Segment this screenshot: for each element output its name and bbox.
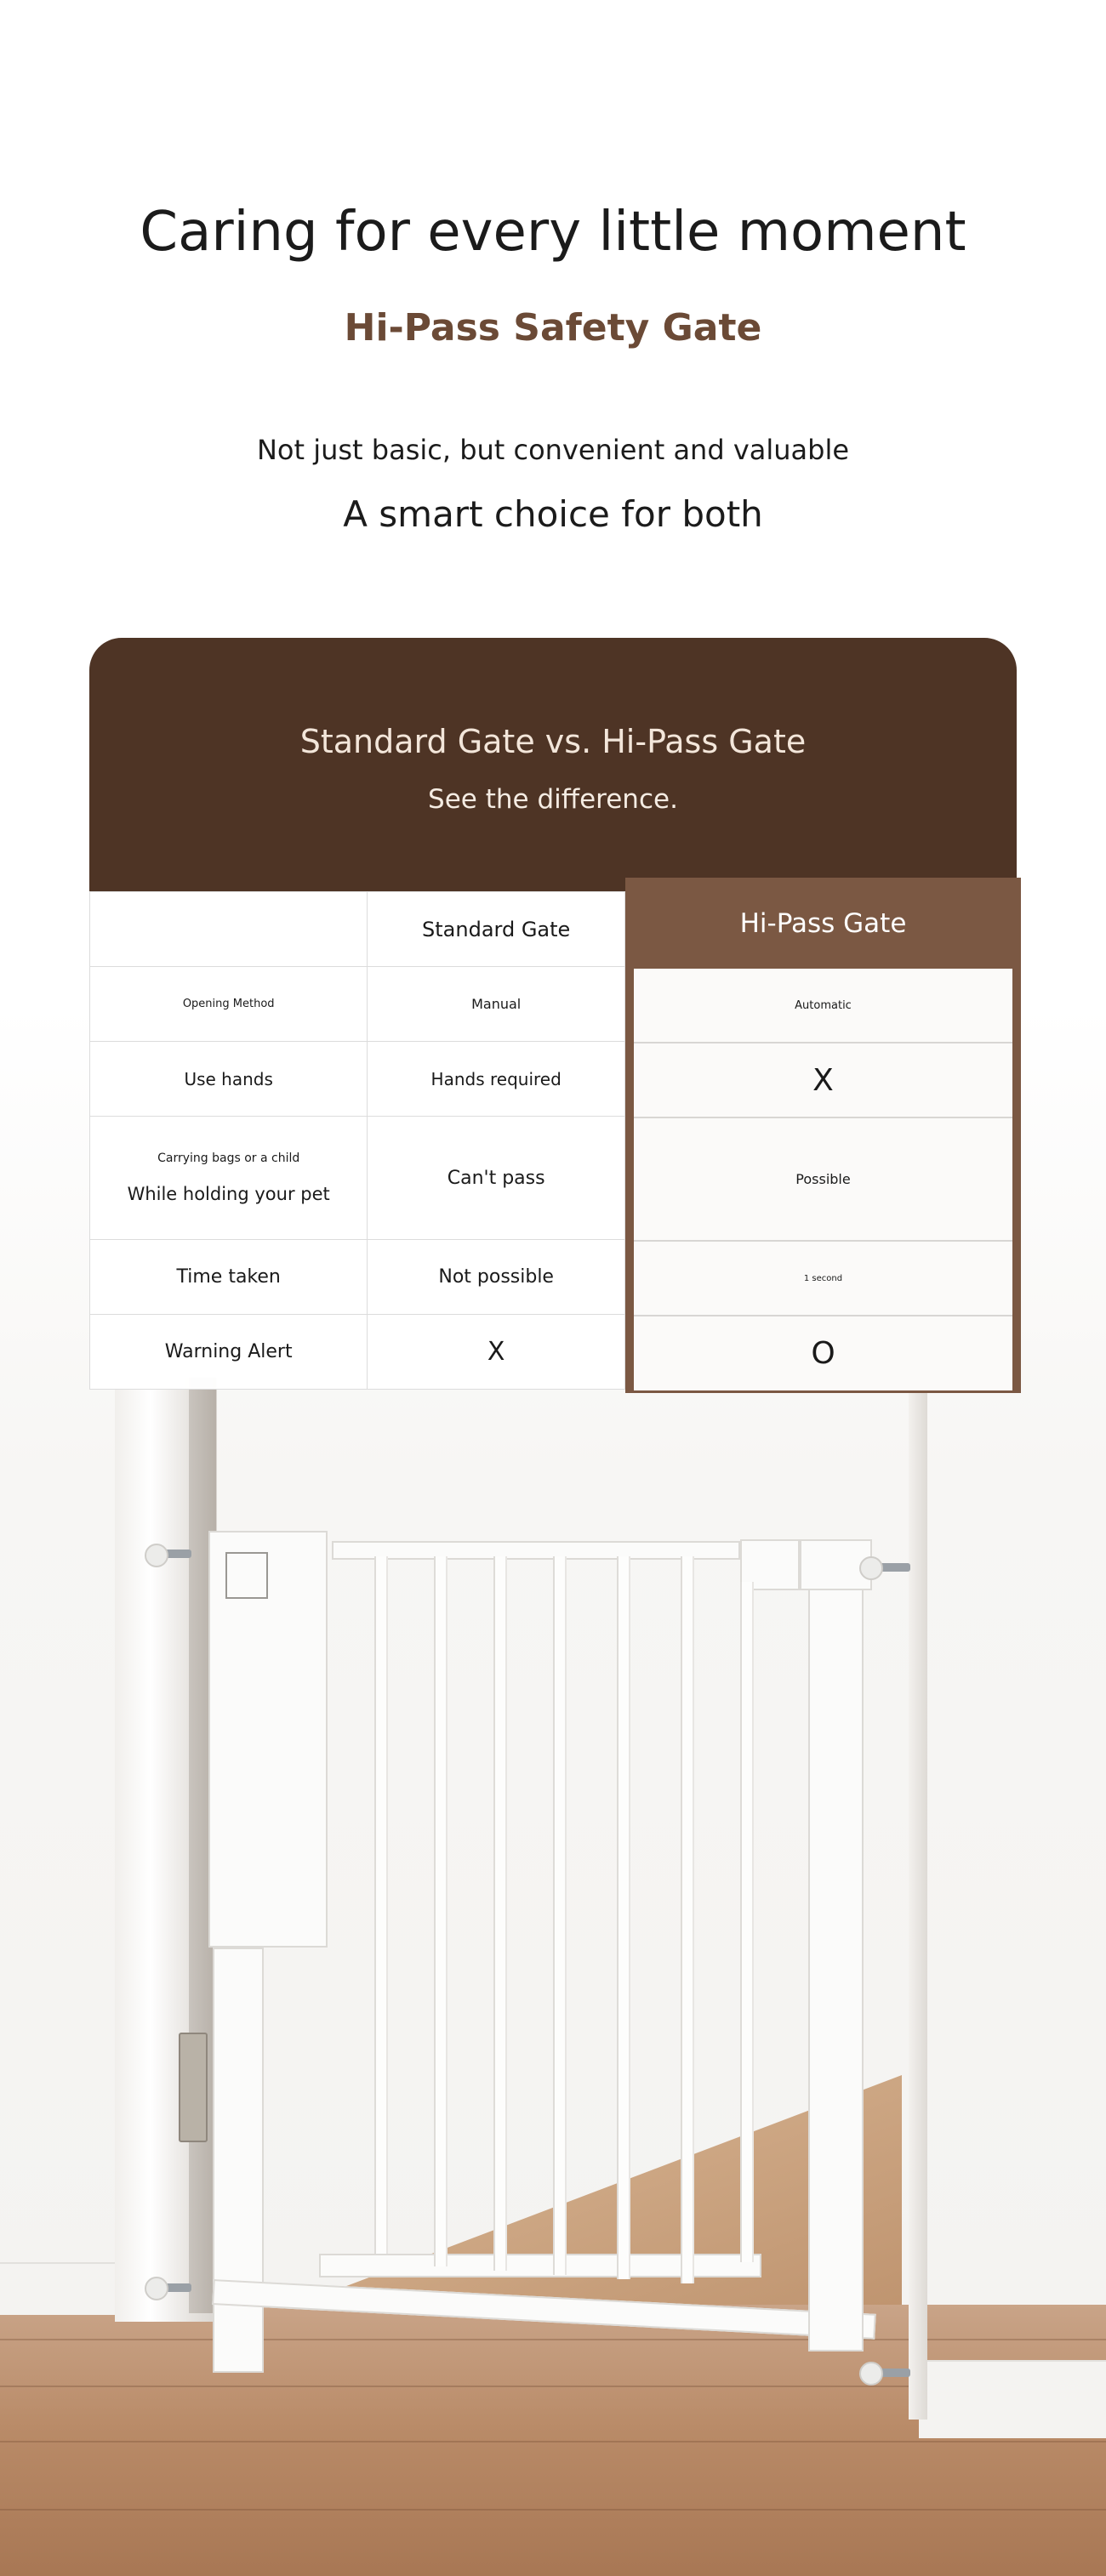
hipass-value: Automatic xyxy=(634,969,1012,1043)
table-header-row xyxy=(90,892,625,967)
gate-bar xyxy=(374,1556,388,2254)
table-row xyxy=(634,1316,1012,1390)
feature-label xyxy=(90,1117,368,1240)
hipass-column xyxy=(625,878,1021,1393)
feature-header-cell xyxy=(90,892,368,967)
tagline-secondary: A smart choice for both xyxy=(343,493,763,535)
table-row xyxy=(634,1117,1012,1241)
gate-bar xyxy=(493,1556,507,2271)
standard-value: Can't pass xyxy=(368,1117,625,1240)
tagline-primary: Not just basic, but convenient and valuable xyxy=(256,434,850,466)
gate-wall-cup xyxy=(145,2277,168,2300)
gate-wall-cup xyxy=(145,1544,168,1567)
table-row xyxy=(90,967,625,1042)
door-frame-right xyxy=(909,1378,927,2420)
gate-wall-cup xyxy=(859,2362,883,2386)
table-row xyxy=(634,1241,1012,1316)
gate-top-rail xyxy=(332,1541,740,1560)
hipass-column-header: Hi-Pass Gate xyxy=(739,907,907,939)
hipass-table xyxy=(634,969,1012,1390)
gate-indicator-window xyxy=(225,1552,268,1599)
gate-left-post xyxy=(213,1948,264,2373)
hipass-value: Possible xyxy=(634,1117,1012,1241)
table-row xyxy=(634,1043,1012,1117)
brand-title: Hi-Pass Safety Gate xyxy=(344,306,762,350)
table-row xyxy=(90,1240,625,1315)
hipass-value: 1 second xyxy=(634,1241,1012,1316)
hero-title: Caring for every little moment xyxy=(140,201,966,264)
gate-base-bar xyxy=(212,2279,876,2340)
comparison-table xyxy=(89,891,625,1390)
feature-label: Use hands xyxy=(90,1042,368,1117)
gate-bar xyxy=(681,1556,694,2283)
standard-column-header: Standard Gate xyxy=(368,892,625,967)
standard-value: X xyxy=(368,1315,625,1390)
standard-value: Not possible xyxy=(368,1240,625,1315)
feature-label: Time taken xyxy=(90,1240,368,1315)
comparison-subtitle: See the difference. xyxy=(428,784,678,815)
standard-value: Manual xyxy=(368,967,625,1042)
table-row xyxy=(90,1117,625,1240)
safety-gate-illustration xyxy=(204,1531,902,2390)
gate-bottom-rail xyxy=(319,2254,761,2277)
gate-bar xyxy=(434,1556,448,2266)
table-row xyxy=(90,1315,625,1390)
gate-bar xyxy=(553,1556,567,2275)
table-row xyxy=(634,969,1012,1043)
gate-bar xyxy=(740,1582,754,2262)
door-hinge xyxy=(179,2033,208,2142)
feature-label-line2: While holding your pet xyxy=(127,1184,330,1204)
comparison-title: Standard Gate vs. Hi-Pass Gate xyxy=(299,723,807,760)
gate-bar xyxy=(617,1556,630,2279)
hipass-value: X xyxy=(634,1043,1012,1117)
comparison-header xyxy=(89,638,1017,891)
feature-label: Opening Method xyxy=(90,967,368,1042)
gate-right-post xyxy=(808,1561,864,2351)
gate-wall-cup xyxy=(859,1556,883,1580)
table-row xyxy=(90,1042,625,1117)
feature-label-line1: Carrying bags or a child xyxy=(157,1152,300,1165)
baseboard-left xyxy=(0,2262,119,2315)
feature-label: Warning Alert xyxy=(90,1315,368,1390)
baseboard-right xyxy=(919,2360,1106,2438)
hipass-value: O xyxy=(634,1316,1012,1390)
standard-value: Hands required xyxy=(368,1042,625,1117)
